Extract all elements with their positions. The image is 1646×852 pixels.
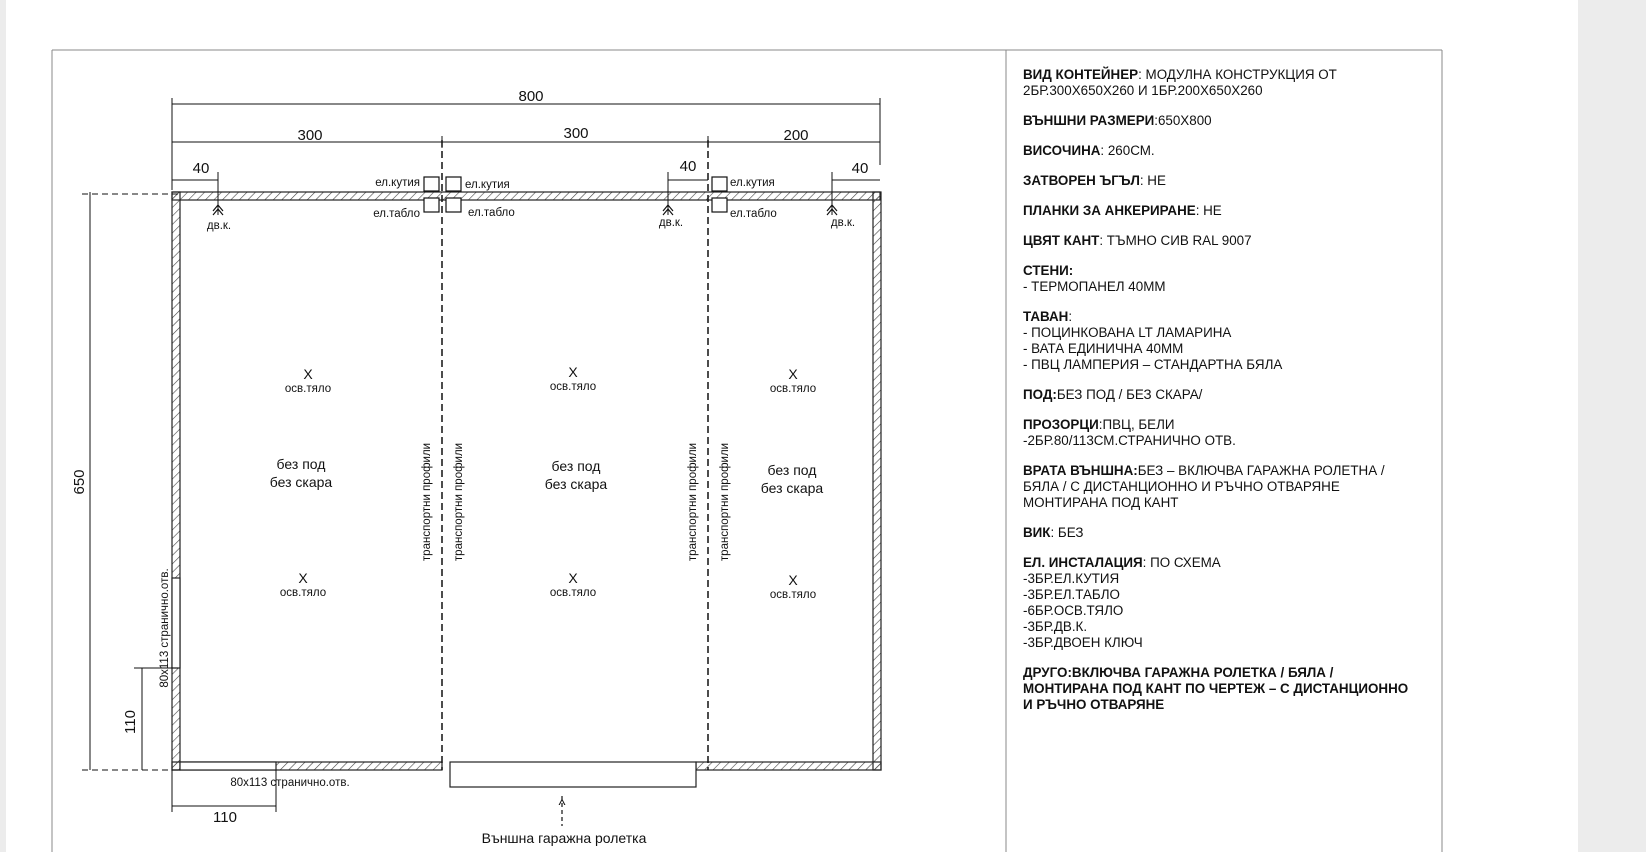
window-bottom-label: 80x113 странично.отв. [230, 777, 350, 789]
light-label-3: осв.тяло [769, 383, 817, 395]
spec-overlay [1012, 745, 1372, 852]
drawing-sheet [6, 0, 1578, 852]
spec-value: -2БР.80/113СМ.СТРАНИЧНО ОТВ. [1023, 433, 1236, 448]
floor-note-1a: без под [276, 456, 326, 472]
spec-section [1023, 525, 1443, 541]
spec-line [1023, 571, 1443, 587]
spec-label: ВРАТА ВЪНШНА: [1023, 463, 1138, 478]
spec-label: ПЛАНКИ ЗА АНКЕРИРАНЕ [1023, 203, 1196, 218]
light-mark-4: X [298, 570, 308, 586]
spec-label: ПОД: [1023, 387, 1057, 402]
light-label-2: осв.тяло [549, 381, 597, 393]
spec-value: : 260СМ. [1100, 143, 1155, 158]
module-separators [442, 140, 708, 770]
spec-section [1023, 143, 1443, 159]
transport-label-4: транспортни профили [719, 442, 731, 562]
dim-offset-3: 40 [851, 160, 869, 177]
el-panel-label-1: ел.табло [373, 208, 420, 220]
spec-section [1023, 203, 1443, 219]
spec-line [1023, 325, 1443, 341]
spec-line [1023, 173, 1443, 189]
window-side-label: 80x113 странично.отв. [159, 568, 171, 688]
spec-line [1023, 83, 1443, 99]
spec-label: ПРОЗОРЦИ [1023, 417, 1099, 432]
spec-value: -3БР.ДВОЕН КЛЮЧ [1023, 635, 1143, 650]
spec-section [1023, 67, 1443, 99]
spec-value: : БЕЗ [1050, 525, 1084, 540]
spec-line [1023, 357, 1443, 373]
spec-label: ДРУГО: [1023, 665, 1072, 680]
spec-value: - ВАТА ЕДИНИЧНА 40ММ [1023, 341, 1184, 356]
light-label-1: осв.тяло [284, 383, 332, 395]
spec-line [1023, 387, 1443, 403]
spec-value: И РЪЧНО ОТВАРЯНЕ [1023, 697, 1165, 712]
el-box-label-2: ел.кутия [465, 179, 510, 191]
light-mark-2: X [568, 364, 578, 380]
spec-value: : МОДУЛНА КОНСТРУКЦИЯ ОТ [1138, 67, 1337, 82]
spec-line [1023, 603, 1443, 619]
el-box-label-1: ел.кутия [375, 177, 420, 189]
floor-note-2a: без под [551, 458, 601, 474]
specification-panel [1023, 67, 1443, 727]
spec-section [1023, 387, 1443, 403]
dim-window-height: 110 [122, 710, 139, 734]
light-mark-1: X [303, 366, 313, 382]
el-box-label-3: ел.кутия [730, 177, 775, 189]
spec-value: БЯЛА / С ДИСТАНЦИОННО И РЪЧНО ОТВАРЯНЕ [1023, 479, 1340, 494]
spec-value: :ПВЦ, БЕЛИ [1098, 417, 1175, 432]
spec-label: СТЕНИ: [1023, 263, 1074, 278]
spec-line [1023, 417, 1443, 433]
spec-section [1023, 233, 1443, 249]
spec-line [1023, 279, 1443, 295]
dim-total-width: 800 [518, 88, 544, 105]
spec-label: ЦВЯТ КАНТ [1023, 233, 1100, 248]
spec-section [1023, 173, 1443, 189]
spec-value: -3БР.ДВ.К. [1023, 619, 1088, 634]
spec-value: МОНТИРАНА ПОД КАНТ [1023, 495, 1179, 510]
spec-line [1023, 495, 1443, 511]
spec-line [1023, 555, 1443, 571]
el-panel-label-2: ел.табло [468, 207, 515, 219]
spec-section [1023, 665, 1443, 713]
socket-label-3: дв.к. [830, 217, 856, 229]
spec-value: - ТЕРМОПАНЕЛ 40ММ [1023, 279, 1166, 294]
spec-value: : [1068, 309, 1073, 324]
dim-segment-1: 300 [297, 127, 323, 144]
spec-label: ВЪНШНИ РАЗМЕРИ [1023, 113, 1155, 128]
spec-label: ЕЛ. ИНСТАЛАЦИЯ [1023, 555, 1143, 570]
spec-line [1023, 263, 1443, 279]
dim-offset-2: 40 [679, 158, 697, 175]
spec-line [1023, 681, 1443, 697]
spec-label: ТАВАН [1023, 309, 1069, 324]
spec-section [1023, 309, 1443, 373]
spec-line [1023, 433, 1443, 449]
spec-line [1023, 635, 1443, 651]
socket-label-1: дв.к. [206, 220, 232, 232]
spec-section [1023, 555, 1443, 651]
spec-label: ВИК [1023, 525, 1051, 540]
spec-line [1023, 463, 1443, 479]
garage-door-label: Външна гаражна ролетка [481, 830, 647, 846]
floor-note-3b: без скара [760, 480, 824, 496]
garage-door-arrow-head: ^ [558, 797, 566, 814]
spec-label: ВИД КОНТЕЙНЕР [1023, 67, 1139, 82]
spec-line [1023, 233, 1443, 249]
spec-line [1023, 525, 1443, 541]
spec-section [1023, 263, 1443, 295]
spec-line [1023, 341, 1443, 357]
spec-value: : НЕ [1195, 203, 1222, 218]
spec-label: ЗАТВОРЕН ЪГЪЛ [1023, 173, 1140, 188]
transport-label-3: транспортни профили [687, 442, 699, 562]
spec-value: : ТЪМНО СИВ RAL 9007 [1099, 233, 1252, 248]
spec-value: - ПОЦИНКОВАНА LT ЛАМАРИНА [1023, 325, 1232, 340]
light-label-5: осв.тяло [549, 587, 597, 599]
floor-note-1b: без скара [269, 474, 333, 490]
spec-value: МОНТИРАНА ПОД КАНТ ПО ЧЕРТЕЖ – С ДИСТАНЦИОННО [1023, 681, 1409, 696]
dim-segment-2: 300 [563, 125, 589, 142]
light-label-6: осв.тяло [769, 589, 817, 601]
dim-window-width: 110 [213, 809, 237, 826]
spec-line [1023, 479, 1443, 495]
light-mark-5: X [568, 570, 578, 586]
light-mark-6: X [788, 572, 798, 588]
spec-line [1023, 203, 1443, 219]
spec-value: -3БР.ЕЛ.КУТИЯ [1023, 571, 1120, 586]
spec-section [1023, 463, 1443, 511]
spec-label: ВИСОЧИНА [1023, 143, 1101, 158]
spec-value: БЕЗ ПОД / БЕЗ СКАРА/ [1056, 387, 1203, 402]
spec-section [1023, 113, 1443, 129]
floor-note-3a: без под [767, 462, 817, 478]
spec-line [1023, 665, 1443, 681]
socket-label-2: дв.к. [658, 217, 684, 229]
spec-section [1023, 417, 1443, 449]
spec-line [1023, 113, 1443, 129]
dim-height: 650 [71, 469, 88, 495]
spec-value: : ПО СХЕМА [1142, 555, 1221, 570]
spec-value: :650X800 [1154, 113, 1212, 128]
spec-value: - ПВЦ ЛАМПЕРИЯ – СТАНДАРТНА БЯЛА [1023, 357, 1283, 372]
light-label-4: осв.тяло [279, 587, 327, 599]
spec-value: БЕЗ – ВКЛЮЧВА ГАРАЖНА РОЛЕТНА / [1137, 463, 1385, 478]
spec-value: : НЕ [1139, 173, 1166, 188]
dim-offset-1: 40 [192, 160, 210, 177]
spec-line [1023, 697, 1443, 713]
spec-line [1023, 143, 1443, 159]
spec-value: ВКЛЮЧВА ГАРАЖНА РОЛЕТКА / БЯЛА / [1071, 665, 1334, 680]
transport-label-2: транспортни профили [453, 442, 465, 562]
spec-line [1023, 67, 1443, 83]
spec-line [1023, 309, 1443, 325]
dim-segment-3: 200 [783, 127, 809, 144]
transport-label-1: транспортни профили [421, 442, 433, 562]
floor-note-2b: без скара [544, 476, 608, 492]
spec-line [1023, 619, 1443, 635]
light-mark-3: X [788, 366, 798, 382]
spec-value: -6БР.ОСВ.ТЯЛО [1023, 603, 1124, 618]
spec-line [1023, 587, 1443, 603]
spec-value: 2БР.300X650X260 И 1БР.200X650X260 [1023, 83, 1263, 98]
el-panel-label-3: ел.табло [730, 208, 777, 220]
spec-value: -3БР.ЕЛ.ТАБЛО [1023, 587, 1120, 602]
